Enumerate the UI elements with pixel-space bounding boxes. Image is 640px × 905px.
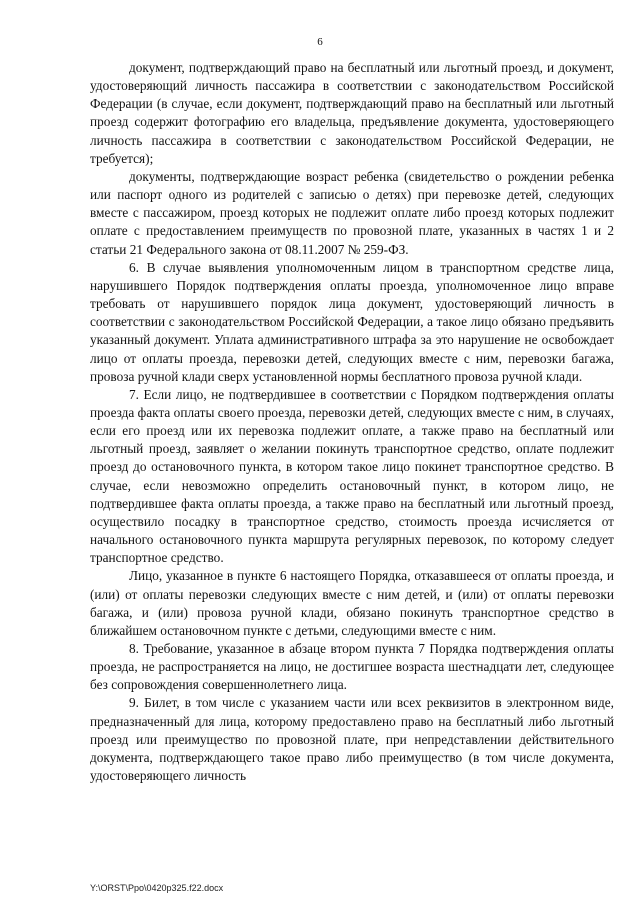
paragraph-item-7-refusal: Лицо, указанное в пункте 6 настоящего Порядка, отказавшееся от оплаты проезда, и (или) от оплаты перевозки следующих вместе с ним детей, и (или) от оплаты перевозки багажа, и (или) провоза ручной клади, обязано покинуть транспортное средство в ближайшем остановочном пункте с детьми, следующими вместе с ним. — [90, 568, 614, 638]
document-body — [90, 59, 614, 785]
paragraph-item-7: 7. Если лицо, не подтвердившее в соответствии с Порядком подтверждения оплаты проезда факта оплаты своего проезда, перевозки детей, следующих вместе с ним, в случаях, если его проезд или их перевозка подлежит оплате, а также право на бесплатный или льготный проезд, заявляет о желании покинуть транспортное средство, оплате подлежит проезд до остановочного пункта, в котором такое лицо покинет транспортное средство. В случае, если невозможно определить остановочный пункт, в котором лицо, не подтвердившее факта оплаты проезда, а также право на бесплатный или льготный проезд, осуществило посадку в транспортное средство, стоимость проезда исчисляется от начального остановочного пункта маршрута регулярных перевозок, по которому следует транспортное средство. — [90, 386, 614, 566]
paragraph-item-8: 8. Требование, указанное в абзаце втором пункта 7 Порядка подтверждения оплаты проезда, не распространяется на лицо, не достигшее возраста шестнадцати лет, следующее без сопровождения совершеннолетнего лица. — [90, 641, 614, 693]
footer-file-path: Y:\ORST\Ppo\0420p325.f22.docx — [90, 883, 224, 893]
paragraph-child-age-documents: документы, подтверждающие возраст ребенка (свидетельство о рождении ребенка или паспорт одного из родителей с записью о детях) при перевозке детей, следующих вместе с пассажиром, проезд которых не подлежит оплате либо проезд которых подлежит оплате с предоставлением преимуществ по провозной плате, указанных в частях 1 и 2 статьи 21 Федерального закона от 08.11.2007 № 259-ФЗ. — [90, 168, 614, 257]
paragraph-document-right: документ, подтверждающий право на бесплатный или льготный проезд, и документ, удостоверяющий личность пассажира в соответствии с законодательством Российской Федерации (в случае, если документ, подтверждающий право на бесплатный или льготный проезд содержит фотографию его владельца, предъявление документа, удостоверяющего личность пассажира в соответствии с законодательством Российской Федерации, не требуется); — [90, 60, 614, 166]
page-number: 6 — [317, 36, 323, 48]
paragraph-item-9: 9. Билет, в том числе с указанием части или всех реквизитов в электронном виде, предназначенный для лица, которому предоставлено право на бесплатный либо льготный проезд или преимущество по провозной плате, при непредставлении действительного документа, подтверждающего такое право либо преимущество (в том числе документа, удостоверяющего личность — [90, 695, 614, 784]
paragraph-item-6: 6. В случае выявления уполномоченным лицом в транспортном средстве лица, нарушившего Порядок подтверждения оплаты проезда, уполномоченное лицо вправе требовать от нарушившего порядок лица документ, удостоверяющий личность в соответствии с законодательством Российской Федерации, а такое лицо обязано предъявить указанный документ. Уплата административного штрафа за это нарушение не освобождает лицо от оплаты проезда, перевозки детей, следующих вместе с ним, перевозки багажа, провоза ручной клади сверх установленной нормы бесплатного провоза ручной клади. — [90, 259, 614, 384]
